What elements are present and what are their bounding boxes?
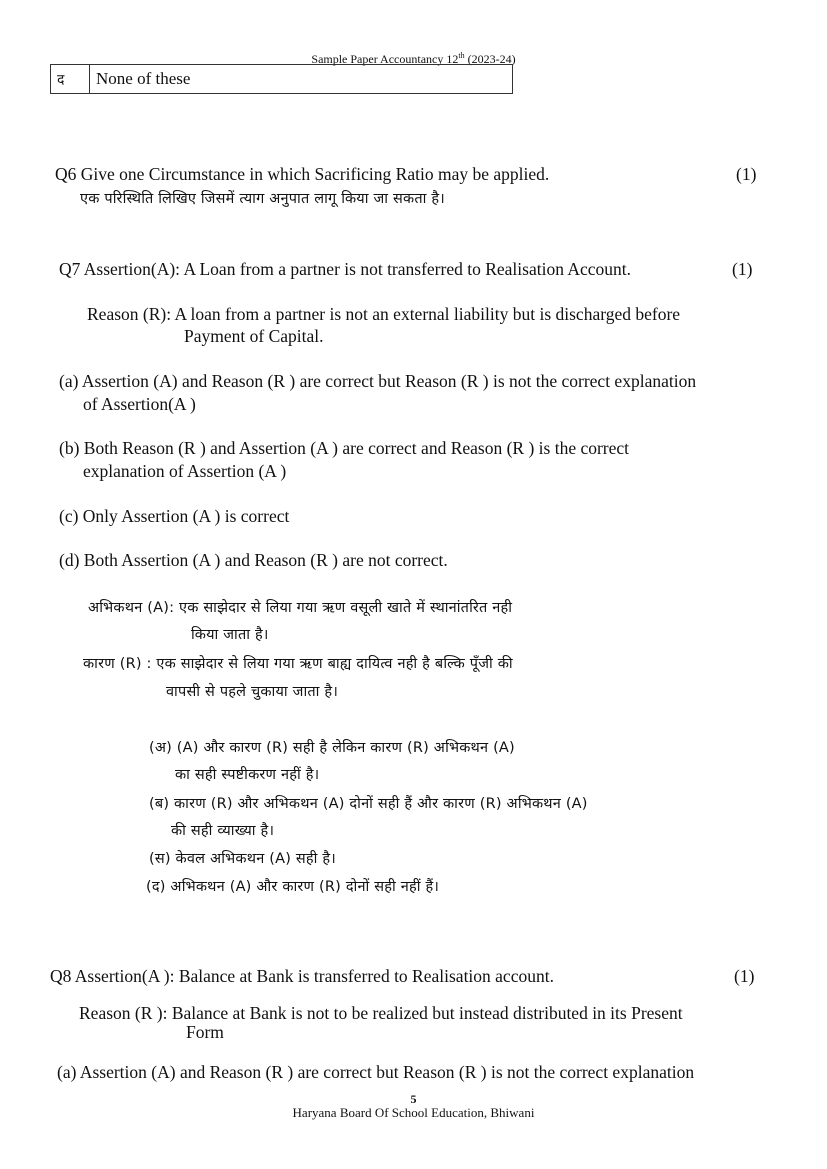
- option-key: द: [51, 65, 90, 94]
- page-number: 5: [410, 1092, 417, 1106]
- q7-reason-hindi: कारण (R) : एक साझेदार से लिया गया ऋण बाह्य दायित्व नही है बल्कि पूँजी की: [83, 656, 513, 672]
- q7-reason-cont: Payment of Capital.: [184, 326, 324, 346]
- q7-hindi-option-d: (द) अभिकथन (A) और कारण (R) दोनों सही नहीं हैं।: [146, 879, 440, 895]
- header-title: Sample Paper Accountancy 12: [311, 52, 459, 66]
- q7-option-a: (a) Assertion (A) and Reason (R ) are correct but Reason (R ) is not the correct explanation: [59, 371, 697, 391]
- q7-reason-hindi-cont: वापसी से पहले चुकाया जाता है।: [166, 684, 339, 700]
- q8-marks: (1): [734, 966, 755, 986]
- q7-hindi-option-a-cont: का सही स्पष्टीकरण नहीं है।: [175, 767, 320, 783]
- header-title-sup: th: [458, 51, 465, 60]
- q8-assertion: Q8 Assertion(A ): Balance at Bank is transferred to Realisation account.: [50, 966, 554, 986]
- header-title-year: (2023-24): [464, 52, 516, 66]
- previous-option-table: [50, 64, 513, 94]
- footer-board: Haryana Board Of School Education, Bhiwani: [292, 1105, 535, 1120]
- option-text: None of these: [90, 65, 513, 94]
- q7-option-b-cont: explanation of Assertion (A ): [83, 461, 287, 481]
- q6-question-hindi: एक परिस्थिति लिखिए जिसमें त्याग अनुपात लागू किया जा सकता है।: [80, 191, 445, 207]
- q7-assertion: Q7 Assertion(A): A Loan from a partner is not transferred to Realisation Account.: [59, 259, 632, 279]
- q7-hindi-option-a: (अ) (A) और कारण (R) सही है लेकिन कारण (R) अभिकथन (A): [149, 740, 515, 756]
- q7-option-b: (b) Both Reason (R ) and Assertion (A ) are correct and Reason (R ) is the correct: [59, 438, 630, 458]
- q8-reason-cont: Form: [186, 1022, 224, 1042]
- table-row: [51, 65, 513, 94]
- q7-option-c: (c) Only Assertion (A ) is correct: [59, 506, 290, 526]
- q7-option-d: (d) Both Assertion (A ) and Reason (R ) are not correct.: [59, 550, 448, 570]
- q7-option-a-cont: of Assertion(A ): [83, 394, 196, 414]
- q6-marks: (1): [736, 164, 757, 184]
- q7-hindi-option-b: (ब) कारण (R) और अभिकथन (A) दोनों सही हैं और कारण (R) अभिकथन (A): [149, 796, 588, 812]
- q8-reason: Reason (R ): Balance at Bank is not to be realized but instead distributed in its Present: [79, 1003, 683, 1023]
- q7-marks: (1): [732, 259, 753, 279]
- q6-question: Q6 Give one Circumstance in which Sacrificing Ratio may be applied.: [55, 164, 550, 184]
- q7-hindi-option-b-cont: की सही व्याख्या है।: [171, 823, 275, 839]
- q8-option-a: (a) Assertion (A) and Reason (R ) are correct but Reason (R ) is not the correct explanation: [57, 1062, 695, 1082]
- q7-reason: Reason (R): A loan from a partner is not an external liability but is discharged before: [87, 304, 681, 324]
- q7-assertion-hindi: अभिकथन (A): एक साझेदार से लिया गया ऋण वसूली खाते में स्थानांतरित नही: [88, 600, 513, 616]
- q7-hindi-option-c: (स) केवल अभिकथन (A) सही है।: [149, 851, 336, 867]
- q7-assertion-hindi-cont: किया जाता है।: [191, 627, 269, 643]
